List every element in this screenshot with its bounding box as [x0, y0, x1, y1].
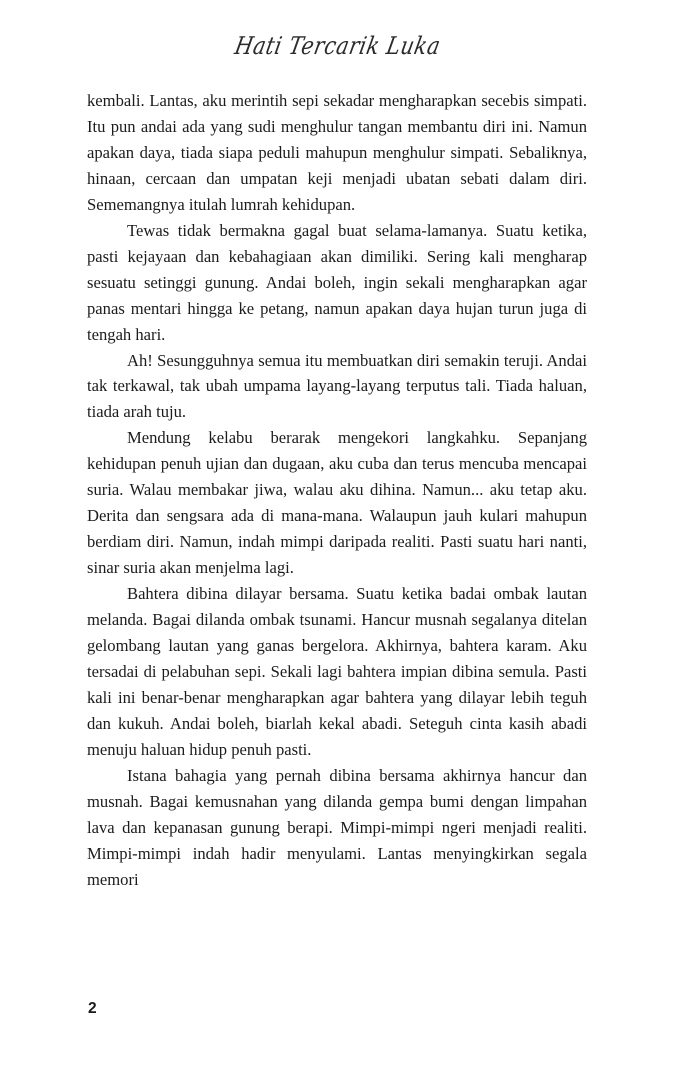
body-text-block — [87, 88, 587, 893]
paragraph: Ah! Sesungguhnya semua itu membuatkan diri semakin teruji. Andai tak terkawal, tak ubah umpama layang-layang terputus tali. Tiada haluan, tiada arah tuju. — [87, 350, 587, 422]
paragraph: Tewas tidak bermakna gagal buat selama-lamanya. Suatu ketika, pasti kejayaan dan kebahagiaan akan dimiliki. Sering kali mengharap sesuatu setinggi gunung. Andai boleh, ingin sekali mengharapkan agar panas mentari hingga ke petang, namun apakan daya hujan turun juga di tengah hari. — [87, 220, 587, 344]
paragraph: kembali. Lantas, aku merintih sepi sekadar mengharapkan secebis simpati. Itu pun andai ada yang sudi menghulur tangan membantu diri ini. Namun apakan daya, tiada siapa peduli mahupun menghulur simpati. Sebaliknya, hinaan, cercaan dan umpatan keji menjadi ubatan sebati dalam diri. Sememangnya itulah lumrah kehidupan. — [87, 91, 587, 214]
paragraph: Istana bahagia yang pernah dibina bersama akhirnya hancur dan musnah. Bagai kemusnahan yang dilanda gempa bumi dengan limpahan lava dan kepanasan gunung berapi. Mimpi-mimpi ngeri menjadi realiti. Mimpi-mimpi indah hadir menyulami. Lantas menyingkirkan segala memori — [87, 765, 587, 889]
running-head — [0, 26, 675, 66]
paragraph: Bahtera dibina dilayar bersama. Suatu ketika badai ombak lautan melanda. Bagai dilanda ombak tsunami. Hancur musnah segalanya ditelan gelombang lautan yang ganas bergelora. Akhirnya, bahtera karam. Aku tersadai di pelabuhan sepi. Sekali lagi bahtera impian dibina semula. Pasti kali ini benar-benar mengharapkan agar bahtera yang dilayar lebih teguh dan kukuh. Andai boleh, biarlah kekal abadi. Seteguh cinta kasih abadi menuju haluan hidup penuh pasti. — [87, 584, 587, 759]
running-head-title: Hati Tercarik Luka — [232, 32, 443, 60]
paragraph: Mendung kelabu berarak mengekori langkahku. Sepanjang kehidupan penuh ujian dan dugaan, aku cuba dan terus mencuba mencapai suria. Walau membakar jiwa, walau aku dihina. Namun... aku tetap aku. Derita dan sengsara ada di mana-mana. Walaupun jauh kulari mahupun berdiam diri. Namun, indah mimpi daripada realiti. Pasti suatu hari nanti, sinar suria akan menjelma lagi. — [87, 428, 587, 578]
page-number: 2 — [88, 1000, 97, 1017]
